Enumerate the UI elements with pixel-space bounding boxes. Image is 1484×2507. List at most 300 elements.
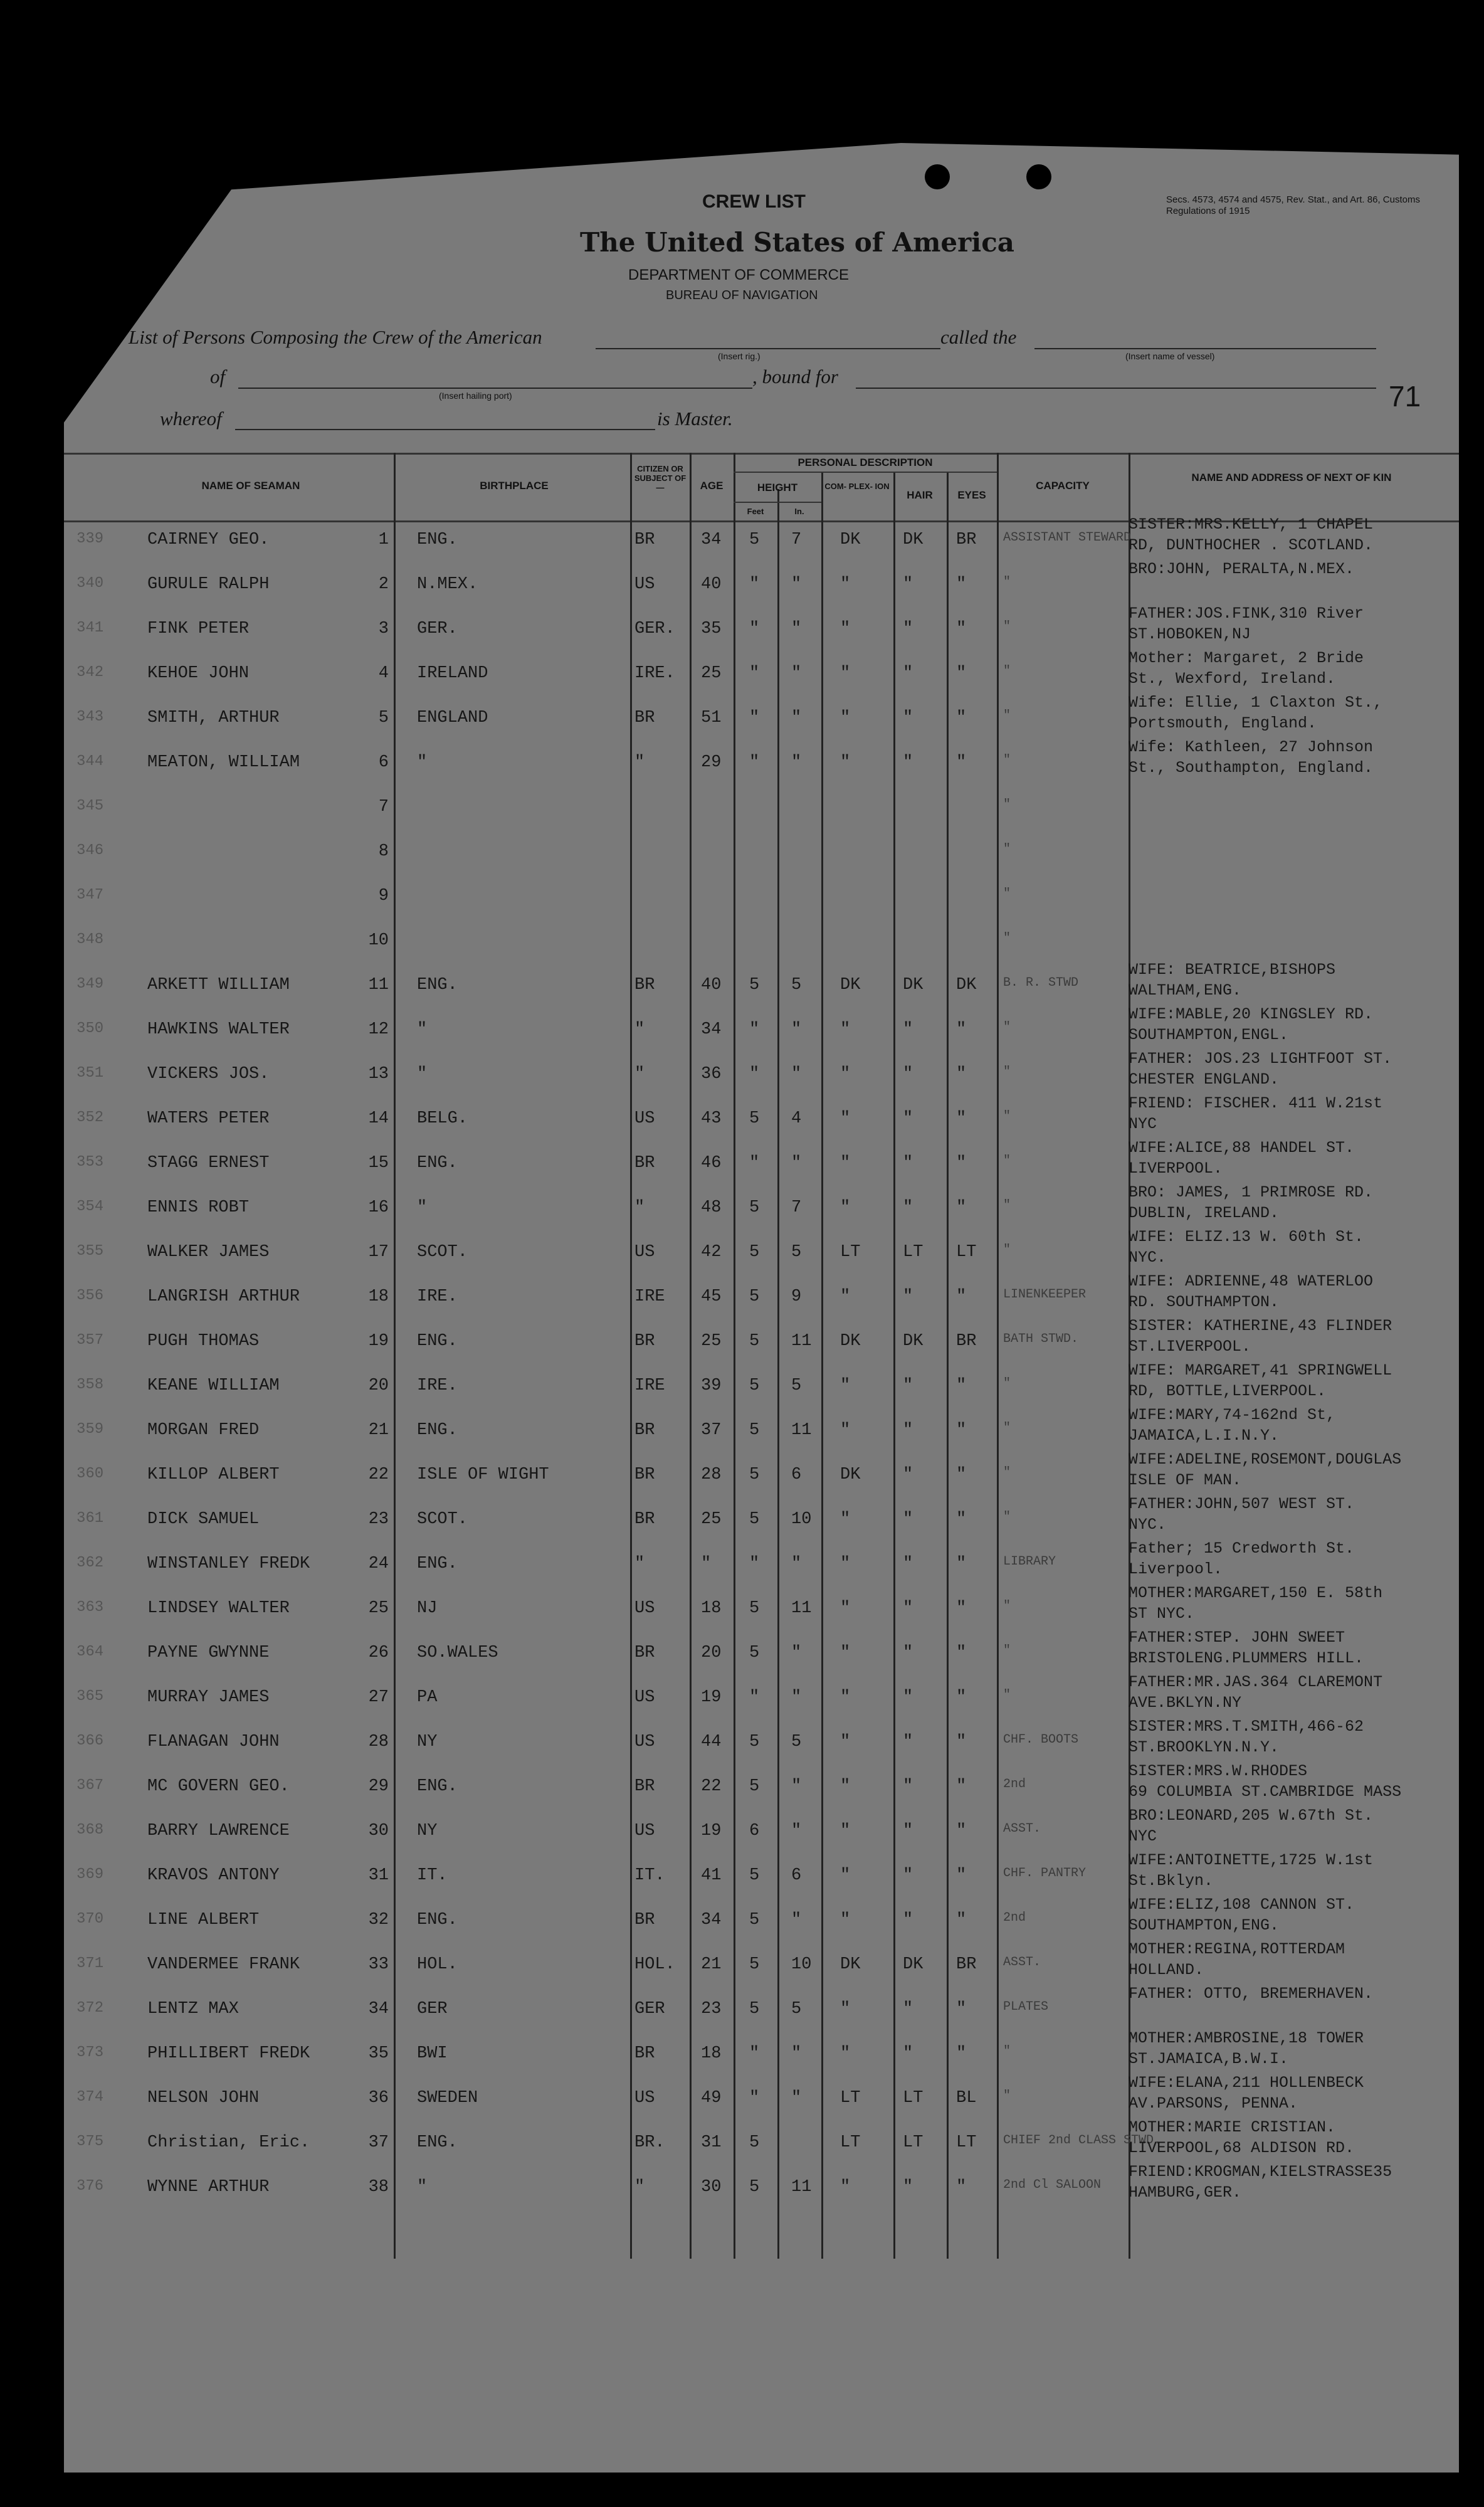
height-inches: " bbox=[791, 1065, 802, 1084]
crew-row bbox=[0, 793, 1484, 837]
height-feet: 5 bbox=[749, 1733, 760, 1751]
complexion: " bbox=[840, 1554, 851, 1573]
seaman-name: WYNNE ARTHUR bbox=[147, 2178, 270, 2197]
capacity: " bbox=[1003, 1644, 1011, 1658]
col-capacity: CAPACITY bbox=[1036, 480, 1090, 492]
height-inches: " bbox=[791, 620, 802, 638]
hair-color: " bbox=[903, 1510, 913, 1529]
line-number: 19 bbox=[368, 1332, 389, 1351]
eye-color: " bbox=[956, 1733, 967, 1751]
capacity: LIBRARY bbox=[1003, 1554, 1056, 1569]
next-of-kin: MOTHER:AMBROSINE,18 TOWER ST.JAMAICA,B.W.I. bbox=[1129, 2029, 1364, 2068]
capacity: " bbox=[1003, 753, 1011, 768]
col-inches: In. bbox=[794, 507, 804, 516]
height-inches: " bbox=[791, 664, 802, 683]
complexion: " bbox=[840, 1777, 851, 1796]
row-index: 370 bbox=[76, 1911, 104, 1928]
row-index: 375 bbox=[76, 2133, 104, 2150]
height-feet: 5 bbox=[749, 1109, 760, 1128]
height-inches: " bbox=[791, 1020, 802, 1039]
age: 18 bbox=[701, 1599, 722, 1618]
height-feet: 5 bbox=[749, 1955, 760, 1974]
vessel-caption: (Insert name of vessel) bbox=[1125, 351, 1215, 361]
hair-color: " bbox=[903, 575, 913, 594]
height-inches: " bbox=[791, 1688, 802, 1707]
birthplace: SCOT. bbox=[417, 1243, 468, 1262]
complexion: " bbox=[840, 1644, 851, 1662]
col-personal: PERSONAL DESCRIPTION bbox=[797, 457, 933, 468]
row-index: 373 bbox=[76, 2044, 104, 2061]
row-index: 341 bbox=[76, 620, 104, 636]
age: 18 bbox=[701, 2044, 722, 2063]
line-number: 34 bbox=[368, 2000, 389, 2019]
citizen-of: US bbox=[634, 1822, 655, 1840]
row-index: 355 bbox=[76, 1243, 104, 1260]
citizen-of: " bbox=[634, 2178, 645, 2197]
next-of-kin: WIFE: ELIZ.13 W. 60th St. NYC. bbox=[1129, 1228, 1364, 1267]
birthplace: SCOT. bbox=[417, 1510, 468, 1529]
height-inches: 5 bbox=[791, 1376, 802, 1395]
birthplace: ENG. bbox=[417, 530, 458, 549]
page-number: 71 bbox=[1389, 380, 1421, 413]
complexion: " bbox=[840, 2000, 851, 2019]
row-index: 348 bbox=[76, 931, 104, 948]
height-inches: " bbox=[791, 1644, 802, 1662]
capacity: PLATES bbox=[1003, 2000, 1049, 2014]
eye-color: " bbox=[956, 1421, 967, 1440]
eye-color: " bbox=[956, 1777, 967, 1796]
row-index: 343 bbox=[76, 709, 104, 726]
capacity: " bbox=[1003, 2089, 1011, 2103]
height-feet: " bbox=[749, 620, 760, 638]
complexion: " bbox=[840, 1065, 851, 1084]
eye-color: " bbox=[956, 1154, 967, 1173]
row-index: 353 bbox=[76, 1154, 104, 1171]
complexion: DK bbox=[840, 976, 861, 995]
age: 44 bbox=[701, 1733, 722, 1751]
birthplace: NJ bbox=[417, 1599, 438, 1618]
birthplace: IRE. bbox=[417, 1376, 458, 1395]
complexion: LT bbox=[840, 1243, 861, 1262]
complexion: " bbox=[840, 753, 851, 772]
capacity: " bbox=[1003, 1154, 1011, 1168]
eye-color: " bbox=[956, 1287, 967, 1306]
hair-color: " bbox=[903, 709, 913, 727]
row-index: 359 bbox=[76, 1421, 104, 1438]
capacity: ASST. bbox=[1003, 1822, 1041, 1836]
hair-color: " bbox=[903, 1109, 913, 1128]
complexion: DK bbox=[840, 1955, 861, 1974]
hair-color: LT bbox=[903, 2133, 924, 2152]
row-index: 351 bbox=[76, 1065, 104, 1082]
height-inches: 4 bbox=[791, 1109, 802, 1128]
next-of-kin: MOTHER:MARGARET,150 E. 58th ST NYC. bbox=[1129, 1584, 1383, 1623]
citizen-of: " bbox=[634, 753, 645, 772]
seaman-name: FLANAGAN JOHN bbox=[147, 1733, 280, 1751]
next-of-kin: Father; 15 Credworth St. Liverpool. bbox=[1129, 1539, 1355, 1578]
seaman-name: CAIRNEY GEO. bbox=[147, 530, 270, 549]
complexion: " bbox=[840, 1376, 851, 1395]
seaman-name: GURULE RALPH bbox=[147, 575, 270, 594]
citizen-of: US bbox=[634, 575, 655, 594]
seaman-name: WINSTANLEY FREDK bbox=[147, 1554, 310, 1573]
height-feet: " bbox=[749, 753, 760, 772]
seaman-name: STAGG ERNEST bbox=[147, 1154, 270, 1173]
table-top-rule bbox=[64, 453, 1459, 455]
capacity: CHIEF 2nd CLASS STWD. bbox=[1003, 2133, 1162, 2148]
height-feet: 5 bbox=[749, 530, 760, 549]
complexion: " bbox=[840, 1510, 851, 1529]
hair-color: " bbox=[903, 1421, 913, 1440]
height-inches: 7 bbox=[791, 530, 802, 549]
rig-caption: (Insert rig.) bbox=[718, 351, 760, 361]
height-feet: 5 bbox=[749, 2178, 760, 2197]
capacity: " bbox=[1003, 2044, 1011, 2059]
complexion: " bbox=[840, 1198, 851, 1217]
line-number: 21 bbox=[368, 1421, 389, 1440]
hair-color: " bbox=[903, 1822, 913, 1840]
seaman-name: ENNIS ROBT bbox=[147, 1198, 250, 1217]
capacity: " bbox=[1003, 575, 1011, 589]
line-number: 12 bbox=[368, 1020, 389, 1039]
citizen-of: BR bbox=[634, 1510, 655, 1529]
birthplace: SO.WALES bbox=[417, 1644, 498, 1662]
bound-for-label: , bound for bbox=[752, 366, 838, 388]
crew-row bbox=[0, 837, 1484, 881]
age: 43 bbox=[701, 1109, 722, 1128]
complexion: " bbox=[840, 664, 851, 683]
height-inches: 6 bbox=[791, 1866, 802, 1885]
height-feet: " bbox=[749, 2089, 760, 2108]
height-feet: 5 bbox=[749, 1198, 760, 1217]
height-inches: 11 bbox=[791, 1332, 812, 1351]
complexion: " bbox=[840, 1733, 851, 1751]
height-inches: " bbox=[791, 1911, 802, 1929]
birthplace: ENGLAND bbox=[417, 709, 488, 727]
age: 34 bbox=[701, 1020, 722, 1039]
line-number: 25 bbox=[368, 1599, 389, 1618]
age: 39 bbox=[701, 1376, 722, 1395]
capacity: " bbox=[1003, 931, 1011, 946]
col-hair: HAIR bbox=[907, 489, 933, 501]
hair-color: " bbox=[903, 1554, 913, 1573]
citizen-of: US bbox=[634, 1733, 655, 1751]
citizen-of: US bbox=[634, 1243, 655, 1262]
line-number: 13 bbox=[368, 1065, 389, 1084]
hair-color: " bbox=[903, 753, 913, 772]
line-number: 33 bbox=[368, 1955, 389, 1974]
line-number: 29 bbox=[368, 1777, 389, 1796]
citizen-of: US bbox=[634, 1688, 655, 1707]
next-of-kin: FRIEND:KROGMAN,KIELSTRASSE35 HAMBURG,GER. bbox=[1129, 2163, 1392, 2202]
hair-color: " bbox=[903, 1777, 913, 1796]
eye-color: " bbox=[956, 1020, 967, 1039]
seaman-name: HAWKINS WALTER bbox=[147, 1020, 290, 1039]
eye-color: " bbox=[956, 753, 967, 772]
capacity: BATH STWD. bbox=[1003, 1332, 1079, 1346]
complexion: " bbox=[840, 575, 851, 594]
hair-color: " bbox=[903, 1866, 913, 1885]
capacity: CHF. BOOTS bbox=[1003, 1733, 1079, 1747]
height-inches: 9 bbox=[791, 1287, 802, 1306]
capacity: CHF. PANTRY bbox=[1003, 1866, 1087, 1881]
next-of-kin: FATHER: OTTO, BREMERHAVEN. bbox=[1129, 1985, 1374, 2003]
country-title: The United States of America bbox=[580, 227, 1015, 258]
seaman-name: MORGAN FRED bbox=[147, 1421, 260, 1440]
citizen-of: " bbox=[634, 1020, 645, 1039]
birthplace: GER bbox=[417, 2000, 448, 2019]
citizen-of: BR. bbox=[634, 2133, 665, 2152]
row-index: 364 bbox=[76, 1644, 104, 1660]
capacity: " bbox=[1003, 1688, 1011, 1702]
citizen-of: US bbox=[634, 1109, 655, 1128]
line-number: 17 bbox=[368, 1243, 389, 1262]
row-index: 360 bbox=[76, 1465, 104, 1482]
line-number: 30 bbox=[368, 1822, 389, 1840]
eye-color: " bbox=[956, 709, 967, 727]
line-number: 15 bbox=[368, 1154, 389, 1173]
height-feet: 5 bbox=[749, 2133, 760, 2152]
line-number: 32 bbox=[368, 1911, 389, 1929]
capacity: " bbox=[1003, 1065, 1011, 1079]
next-of-kin: SISTER:MRS.W.RHODES 69 COLUMBIA ST.CAMBRIDGE MASS bbox=[1129, 1762, 1402, 1801]
citizen-of: BR bbox=[634, 1465, 655, 1484]
age: 34 bbox=[701, 530, 722, 549]
row-index: 363 bbox=[76, 1599, 104, 1616]
eye-color: " bbox=[956, 1198, 967, 1217]
citizen-of: IRE. bbox=[634, 664, 675, 683]
birthplace: N.MEX. bbox=[417, 575, 478, 594]
eye-color: BR bbox=[956, 1332, 977, 1351]
next-of-kin: BRO: JAMES, 1 PRIMROSE RD. DUBLIN, IRELAND. bbox=[1129, 1183, 1374, 1222]
birthplace: IRE. bbox=[417, 1287, 458, 1306]
eye-color: " bbox=[956, 620, 967, 638]
of-label: of bbox=[210, 366, 226, 388]
next-of-kin: FRIEND: FISCHER. 411 W.21st NYC bbox=[1129, 1094, 1383, 1133]
age: 42 bbox=[701, 1243, 722, 1262]
complexion: " bbox=[840, 1020, 851, 1039]
birthplace: " bbox=[417, 2178, 428, 2197]
seaman-name: NELSON JOHN bbox=[147, 2089, 260, 2108]
birthplace: NY bbox=[417, 1822, 438, 1840]
seaman-name: KILLOP ALBERT bbox=[147, 1465, 280, 1484]
eye-color: " bbox=[956, 1510, 967, 1529]
eye-color: LT bbox=[956, 2133, 977, 2152]
col-feet: Feet bbox=[747, 507, 764, 516]
citizen-of: GER. bbox=[634, 620, 675, 638]
age: 22 bbox=[701, 1777, 722, 1796]
next-of-kin: SISTER: KATHERINE,43 FLINDER ST.LIVERPOOL. bbox=[1129, 1317, 1392, 1356]
line-number: 9 bbox=[378, 887, 389, 905]
age: 45 bbox=[701, 1287, 722, 1306]
hair-color: " bbox=[903, 1020, 913, 1039]
complexion: DK bbox=[840, 1465, 861, 1484]
birthplace: ENG. bbox=[417, 976, 458, 995]
next-of-kin: WIFE: ADRIENNE,48 WATERLOO RD. SOUTHAMPTON. bbox=[1129, 1272, 1374, 1311]
birthplace: ISLE OF WIGHT bbox=[417, 1465, 549, 1484]
capacity: ASSISTANT STEWARD bbox=[1003, 530, 1132, 545]
age: 29 bbox=[701, 753, 722, 772]
line-number: 23 bbox=[368, 1510, 389, 1529]
citizen-of: US bbox=[634, 1599, 655, 1618]
next-of-kin: MOTHER:MARIE CRISTIAN. LIVERPOOL,68 ALDISON RD. bbox=[1129, 2118, 1355, 2157]
citizen-of: BR bbox=[634, 530, 655, 549]
eye-color: " bbox=[956, 575, 967, 594]
complexion: DK bbox=[840, 530, 861, 549]
complexion: LT bbox=[840, 2133, 861, 2152]
row-index: 371 bbox=[76, 1955, 104, 1972]
line-number: 6 bbox=[378, 753, 389, 772]
hair-color: DK bbox=[903, 530, 924, 549]
height-feet: 5 bbox=[749, 1777, 760, 1796]
age: 25 bbox=[701, 1332, 722, 1351]
capacity: " bbox=[1003, 709, 1011, 723]
personal-rule bbox=[734, 472, 997, 473]
row-index: 361 bbox=[76, 1510, 104, 1527]
citizen-of: BR bbox=[634, 2044, 655, 2063]
seaman-name: DICK SAMUEL bbox=[147, 1510, 260, 1529]
row-index: 342 bbox=[76, 664, 104, 681]
eye-color: BR bbox=[956, 530, 977, 549]
birthplace: " bbox=[417, 1020, 428, 1039]
age: 41 bbox=[701, 1866, 722, 1885]
height-inches: " bbox=[791, 575, 802, 594]
next-of-kin: Wife: Kathleen, 27 Johnson St., Southampton, England. bbox=[1129, 738, 1374, 777]
age: 40 bbox=[701, 976, 722, 995]
line-number: 10 bbox=[368, 931, 389, 950]
birthplace: HOL. bbox=[417, 1955, 458, 1974]
height-inches: 7 bbox=[791, 1198, 802, 1217]
hair-color: " bbox=[903, 664, 913, 683]
age: 36 bbox=[701, 1065, 722, 1084]
birthplace: BELG. bbox=[417, 1109, 468, 1128]
hair-color: " bbox=[903, 2044, 913, 2063]
complexion: " bbox=[840, 1421, 851, 1440]
hair-color: " bbox=[903, 1688, 913, 1707]
citizen-of: BR bbox=[634, 976, 655, 995]
eye-color: " bbox=[956, 1911, 967, 1929]
seaman-name: WATERS PETER bbox=[147, 1109, 270, 1128]
height-feet: " bbox=[749, 1065, 760, 1084]
height-feet: " bbox=[749, 1554, 760, 1573]
eye-color: LT bbox=[956, 1243, 977, 1262]
birthplace: ENG. bbox=[417, 1332, 458, 1351]
height-inches: 11 bbox=[791, 1599, 812, 1618]
seaman-name: KRAVOS ANTONY bbox=[147, 1866, 280, 1885]
seaman-name: PHILLIBERT FREDK bbox=[147, 2044, 310, 2063]
citizen-of: BR bbox=[634, 1911, 655, 1929]
line-number: 18 bbox=[368, 1287, 389, 1306]
row-index: 357 bbox=[76, 1332, 104, 1349]
height-inches: " bbox=[791, 1822, 802, 1840]
citizen-of: BR bbox=[634, 1154, 655, 1173]
citizen-of: BR bbox=[634, 1421, 655, 1440]
eye-color: BL bbox=[956, 2089, 977, 2108]
capacity: " bbox=[1003, 1465, 1011, 1480]
hair-color: " bbox=[903, 1465, 913, 1484]
eye-color: " bbox=[956, 1866, 967, 1885]
height-feet: 5 bbox=[749, 1332, 760, 1351]
line-number: 3 bbox=[378, 620, 389, 638]
age: 35 bbox=[701, 620, 722, 638]
height-feet: 5 bbox=[749, 1421, 760, 1440]
row-index: 369 bbox=[76, 1866, 104, 1883]
height-inches: " bbox=[791, 709, 802, 727]
row-index: 358 bbox=[76, 1376, 104, 1393]
next-of-kin: WIFE:ALICE,88 HANDEL ST. LIVERPOOL. bbox=[1129, 1139, 1355, 1178]
next-of-kin: WIFE: BEATRICE,BISHOPS WALTHAM,ENG. bbox=[1129, 961, 1336, 1000]
eye-color: " bbox=[956, 664, 967, 683]
height-feet: 6 bbox=[749, 1822, 760, 1840]
hair-color: " bbox=[903, 1599, 913, 1618]
capacity: " bbox=[1003, 1109, 1011, 1124]
birthplace: ENG. bbox=[417, 1777, 458, 1796]
height-feet: 5 bbox=[749, 1465, 760, 1484]
height-inches: 5 bbox=[791, 1243, 802, 1262]
row-index: 340 bbox=[76, 575, 104, 592]
age: " bbox=[701, 1554, 712, 1573]
height-feet: 5 bbox=[749, 2000, 760, 2019]
seaman-name: VANDERMEE FRANK bbox=[147, 1955, 300, 1974]
row-index: 354 bbox=[76, 1198, 104, 1215]
capacity: B. R. STWD bbox=[1003, 976, 1079, 990]
age: 23 bbox=[701, 2000, 722, 2019]
next-of-kin: WIFE: MARGARET,41 SPRINGWELL RD, BOTTLE,LIVERPOOL. bbox=[1129, 1361, 1392, 1400]
seaman-name: Christian, Eric. bbox=[147, 2133, 310, 2152]
citizen-of: " bbox=[634, 1065, 645, 1084]
line-number: 36 bbox=[368, 2089, 389, 2108]
line-number: 20 bbox=[368, 1376, 389, 1395]
age: 48 bbox=[701, 1198, 722, 1217]
row-index: 356 bbox=[76, 1287, 104, 1304]
complexion: " bbox=[840, 1911, 851, 1929]
called-the-label: called the bbox=[940, 326, 1017, 348]
hair-color: " bbox=[903, 2000, 913, 2019]
next-of-kin: WIFE:ELANA,211 HOLLENBECK AV.PARSONS, PENNA. bbox=[1129, 2074, 1364, 2113]
line-number: 11 bbox=[368, 976, 389, 995]
height-inches: " bbox=[791, 1154, 802, 1173]
height-feet: 5 bbox=[749, 1287, 760, 1306]
citizen-of: HOL. bbox=[634, 1955, 675, 1974]
line-number: 37 bbox=[368, 2133, 389, 2152]
birthplace: " bbox=[417, 1198, 428, 1217]
capacity: " bbox=[1003, 1243, 1011, 1257]
bureau-name: BUREAU OF NAVIGATION bbox=[666, 288, 818, 302]
row-index: 366 bbox=[76, 1733, 104, 1750]
height-inches: 10 bbox=[791, 1955, 812, 1974]
age: 49 bbox=[701, 2089, 722, 2108]
row-index: 372 bbox=[76, 2000, 104, 2017]
eye-color: " bbox=[956, 2000, 967, 2019]
hair-color: DK bbox=[903, 976, 924, 995]
citizen-of: " bbox=[634, 1554, 645, 1573]
height-inches: " bbox=[791, 753, 802, 772]
height-feet: " bbox=[749, 575, 760, 594]
capacity: " bbox=[1003, 887, 1011, 901]
line-number: 1 bbox=[378, 530, 389, 549]
crew-row bbox=[0, 2163, 1484, 2217]
line-number: 14 bbox=[368, 1109, 389, 1128]
row-index: 347 bbox=[76, 887, 104, 904]
seaman-name: LINE ALBERT bbox=[147, 1911, 260, 1929]
line-number: 24 bbox=[368, 1554, 389, 1573]
col-next-of-kin: NAME AND ADDRESS OF NEXT OF KIN bbox=[1191, 472, 1392, 483]
age: 51 bbox=[701, 709, 722, 727]
capacity: " bbox=[1003, 1020, 1011, 1035]
capacity: ASST. bbox=[1003, 1955, 1041, 1970]
age: 20 bbox=[701, 1644, 722, 1662]
birthplace: " bbox=[417, 753, 428, 772]
